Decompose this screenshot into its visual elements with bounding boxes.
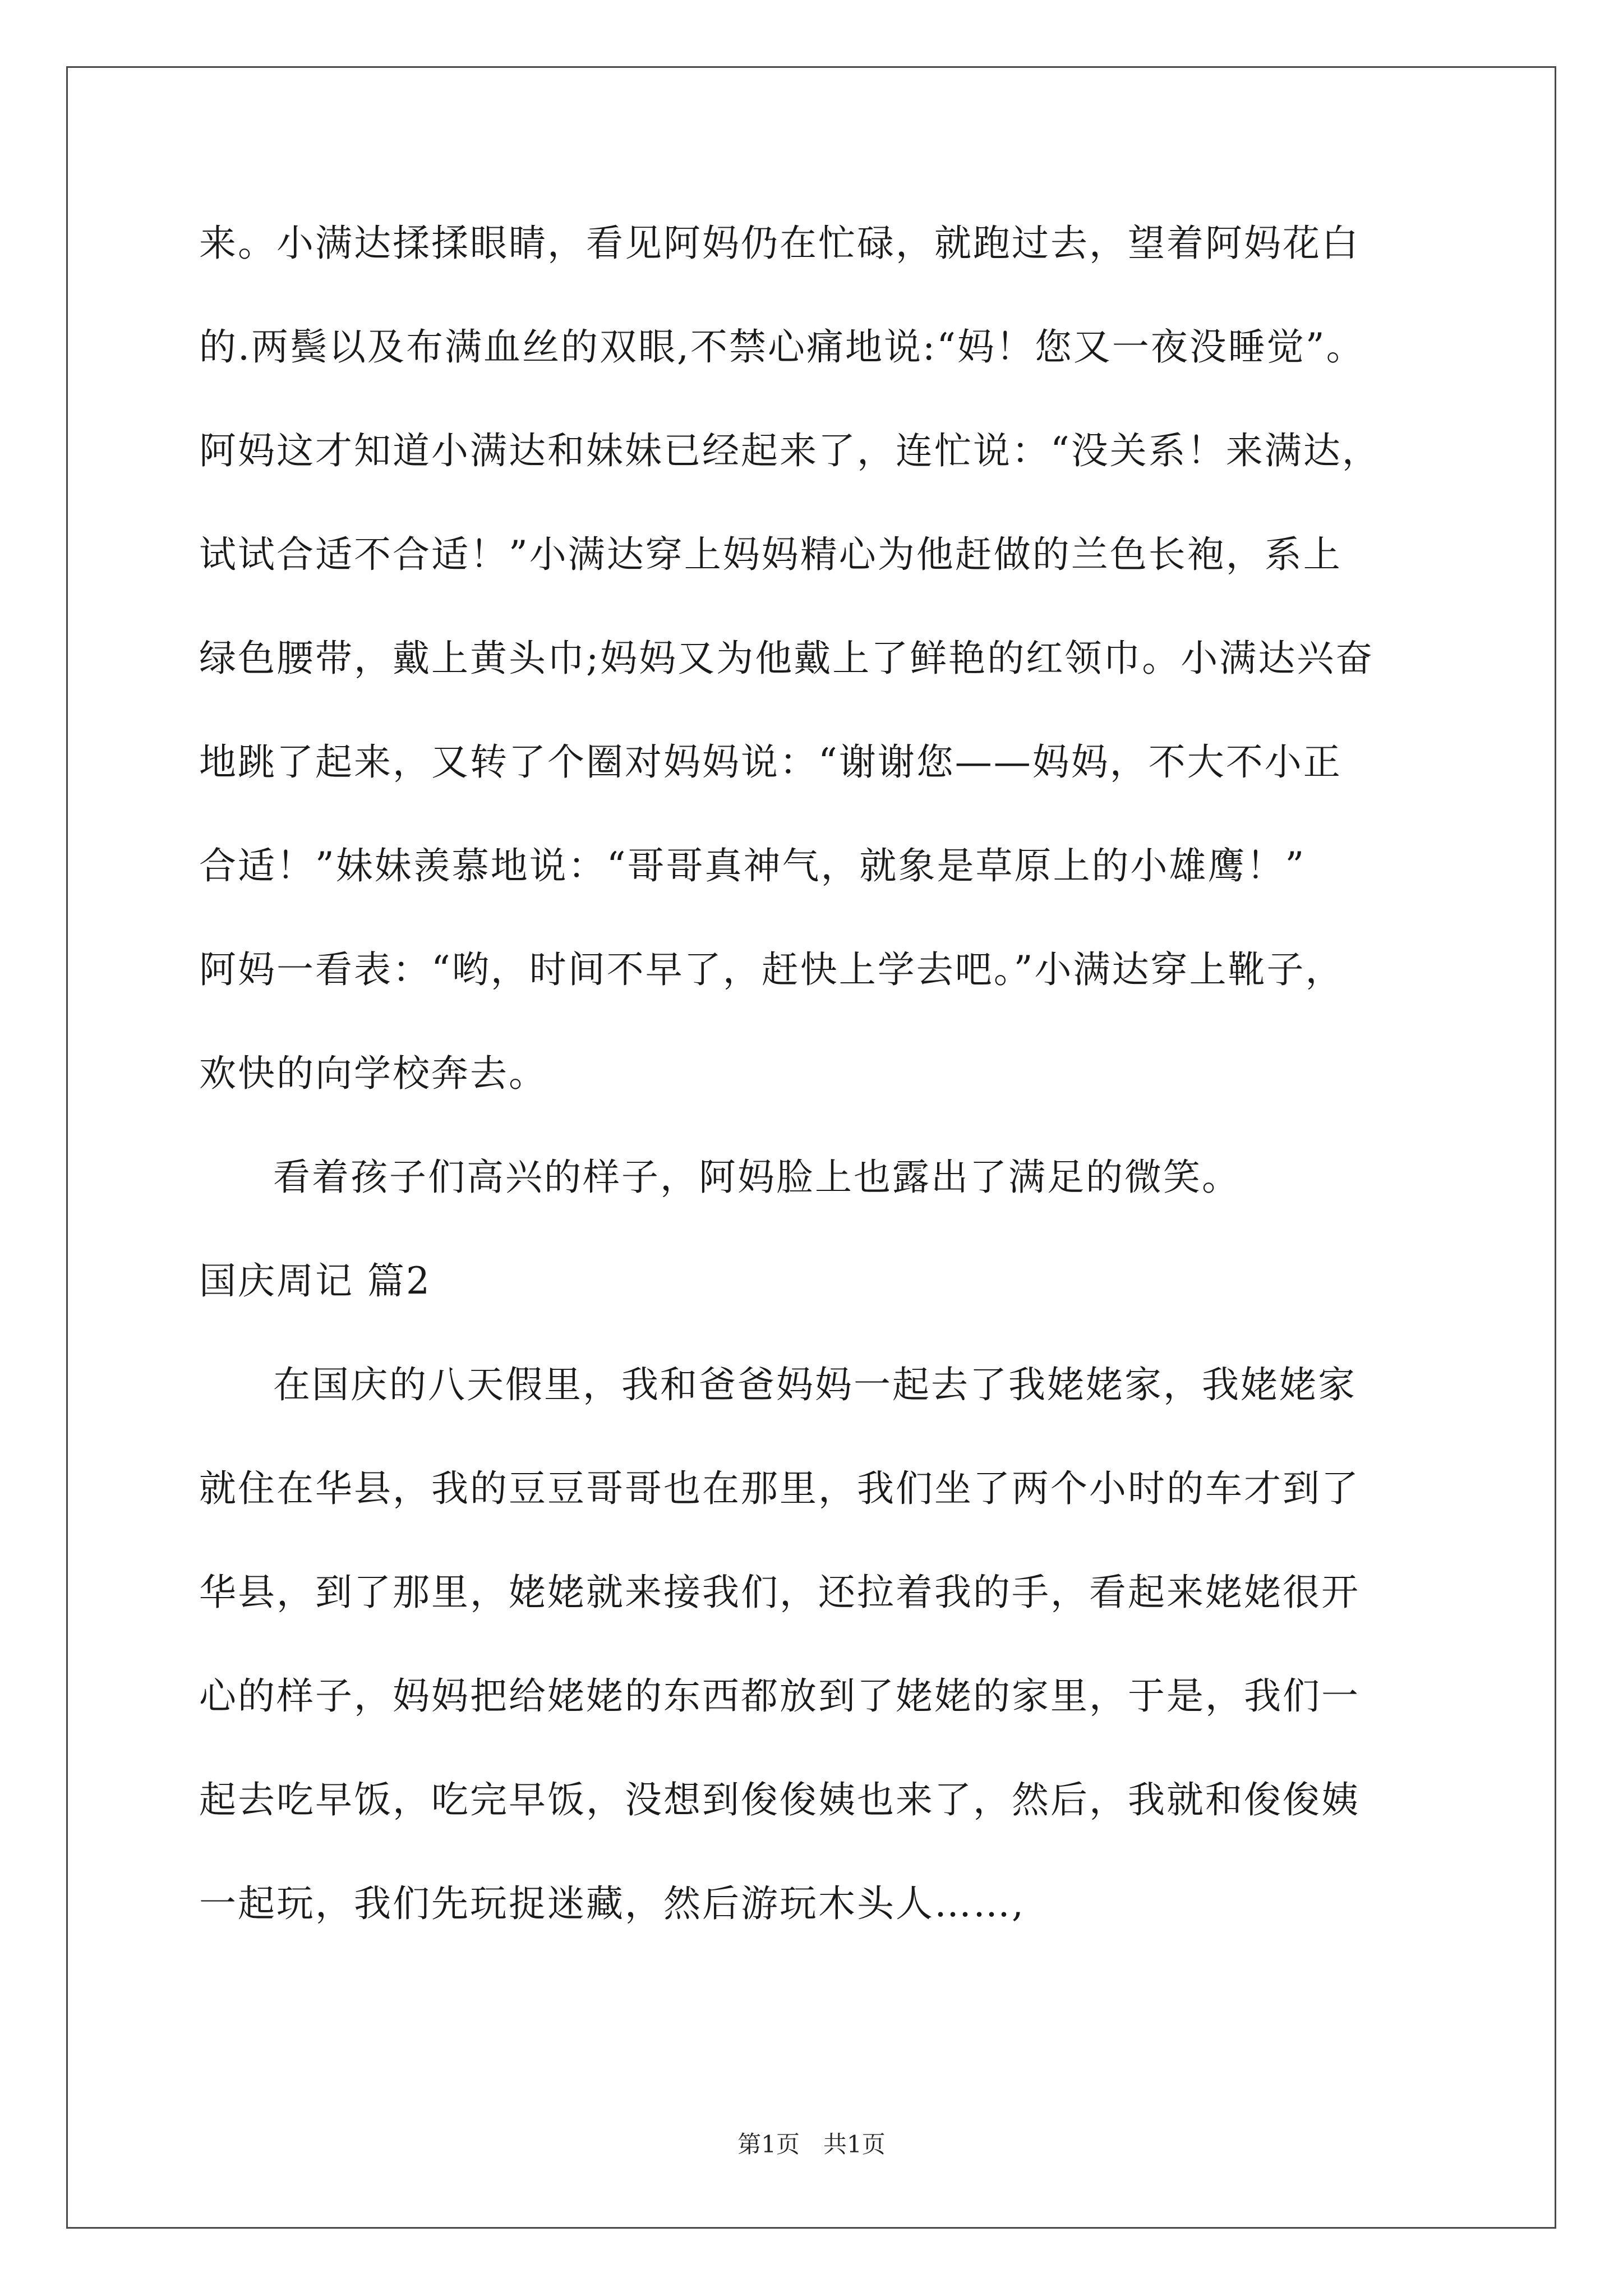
text-line: 试试合适不合适！”小满达穿上妈妈精心为他赶做的兰色长袍，系上 xyxy=(199,533,1342,576)
paragraph-first-line: 在国庆的八天假里，我和爸爸妈妈一起去了我姥姥家，我姥姥家 xyxy=(273,1363,1357,1406)
text-line: 的.两鬓以及布满血丝的双眼,不禁心痛地说:“妈！您又一夜没睡觉”。 xyxy=(199,325,1365,369)
text-line: 绿色腰带，戴上黄头巾;妈妈又为他戴上了鲜艳的红领巾。小满达兴奋 xyxy=(199,637,1375,680)
text-line: 华县，到了那里，姥姥就来接我们，还拉着我的手，看起来姥姥很开 xyxy=(199,1571,1360,1614)
text-line: 心的样子，妈妈把给姥姥的东西都放到了姥姥的家里，于是，我们一 xyxy=(199,1674,1360,1718)
text-line: 一起玩，我们先玩捉迷藏，然后游玩木头人……, xyxy=(199,1882,1025,1925)
text-line: 就住在华县，我的豆豆哥哥也在那里，我们坐了两个小时的车才到了 xyxy=(199,1467,1360,1510)
paragraph-first-line: 看着孩子们高兴的样子，阿妈脸上也露出了满足的微笑。 xyxy=(273,1156,1241,1199)
text-line: 欢快的向学校奔去。 xyxy=(199,1052,547,1095)
text-line: 阿妈这才知道小满达和妹妹已经起来了，连忙说：“没关系！来满达， xyxy=(199,429,1381,472)
text-line: 合适！”妹妹羡慕地说：“哥哥真神气，就象是草原上的小雄鹰！” xyxy=(199,844,1306,887)
text-line: 来。小满达揉揉眼睛，看见阿妈仍在忙碌，就跑过去，望着阿妈花白 xyxy=(199,222,1360,265)
page-number: 第1页 共1页 xyxy=(737,2131,886,2158)
section-heading: 国庆周记 篇2 xyxy=(199,1259,431,1303)
text-line: 起去吃早饭，吃完早饭，没想到俊俊姨也来了，然后，我就和俊俊姨 xyxy=(199,1778,1360,1821)
text-line: 地跳了起来，又转了个圈对妈妈说：“谢谢您——妈妈，不大不小正 xyxy=(199,740,1342,784)
text-line: 阿妈一看表：“哟，时间不早了，赶快上学去吧。”小满达穿上靴子， xyxy=(199,948,1344,991)
